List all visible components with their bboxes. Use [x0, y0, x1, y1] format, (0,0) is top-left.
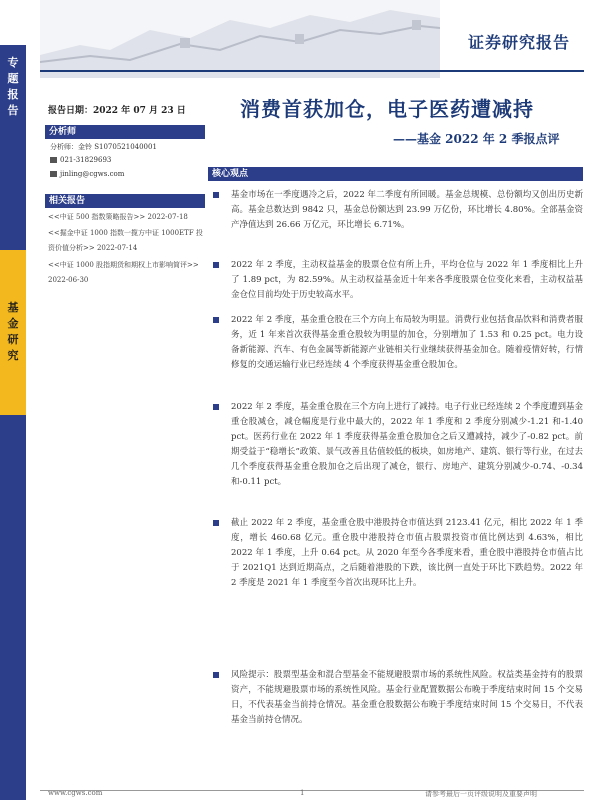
related-section-header: 相关报告 [45, 194, 205, 208]
core-paragraph [213, 516, 583, 591]
bullet-square-icon [213, 520, 219, 526]
core-views-header: 核心观点 [208, 167, 583, 181]
paragraph-text: 基金市场在一季度遇冷之后，2022 年二季度有所回暖。基金总规模、总份额均又创出历史新高。基金总数达到 9842 只，基金总份额达到 23.99 万亿份，环比增长 4.80%。全部基金资产净值达到 26.66 万亿元，环比增长 6.71%。 [231, 190, 583, 230]
core-paragraph [213, 188, 583, 233]
analyst-email[interactable] [50, 170, 124, 178]
report-type-label: 证券研究报告 [468, 33, 571, 52]
page-number: 1 [300, 789, 305, 797]
bullet-square-icon [213, 192, 219, 198]
paragraph-text: 2022 年 2 季度，基金重仓股在三个方向上布局较为明显。消费行业包括食品饮料和消费者服务，近 1 年来首次获得基金重仓股较为明显的加仓，分别增加了 1.53 和 0.25 pct。电力设备新能源、汽车、有色金属等新能源产业链相关行业继续获得基金加仓。随着疫情好转，行情修复的交通运输行业已经连续 4 个季度获得基金重仓股加仓。 [231, 315, 583, 370]
header-band [0, 0, 600, 80]
side-upper-char: 专 [7, 56, 19, 69]
side-lower-char: 究 [7, 349, 19, 362]
side-upper-char: 告 [7, 104, 19, 117]
side-lower-char: 研 [7, 333, 19, 346]
core-paragraph [213, 400, 583, 490]
paragraph-text: 风险提示：股票型基金和混合型基金不能规避股票市场的系统性风险。权益类基金持有的股票资产，不能规避股票市场的系统性风险。基金行业配置数据公布晚于季度结束时间 15 个交易日，不代表基金当前持仓情况。基金重仓股数据公布晚于季度结束时间 15 个交易日，不代表基金当前持仓情况。 [231, 670, 583, 725]
side-lower-label [0, 300, 26, 364]
side-upper-char: 题 [7, 72, 19, 85]
phone-text: 021-31829693 [60, 156, 112, 164]
bullet-square-icon [213, 317, 219, 323]
related-report-link[interactable]: <<中证 1000 股指期货和期权上市影响简评>> 2022-06-30 [48, 261, 199, 284]
paragraph-text: 2022 年 2 季度，基金重仓股在三个方向上进行了减持。电子行业已经连续 2 个季度遭到基金重仓股减仓，减仓幅度是行业中最大的，2022 年 1 季度和 2 季度分别减少-1.21 和-1.40 pct。医药行业在 2022 年 1 季度获得基金重仓股加仓之后又遭减持，减少了-0.82 pct。前期受益于“稳增长”政策、景气改善且估值较低的板块，如房地产、建筑、银行等行业，在过去几个季度获得基金重仓股加仓之后出现了减仓，银行、房地产、建筑分别减少-0.74、-0.34 和-0.11 pct。 [231, 402, 583, 487]
page-subtitle: ——基金 2022 年 2 季报点评 [393, 132, 560, 146]
report-date: 报告日期：2022 年 07 月 23 日 [48, 106, 186, 116]
core-paragraph [213, 313, 583, 373]
side-upper-label [0, 55, 26, 119]
side-upper-char: 报 [7, 88, 19, 101]
mail-icon [50, 171, 57, 177]
bullet-square-icon [213, 262, 219, 268]
great-wall-banner [40, 0, 440, 78]
risk-warning [213, 668, 583, 728]
core-paragraph [213, 258, 583, 303]
page-title: 消费首获加仓，电子医药遭减持 [240, 97, 534, 121]
side-bar [0, 45, 26, 800]
phone-icon [50, 157, 57, 163]
related-report-link[interactable]: <<中证 500 指数策略报告>> 2022-07-18 [48, 213, 188, 221]
analyst-phone [50, 156, 111, 164]
bullet-square-icon [213, 404, 219, 410]
bullet-square-icon [213, 672, 219, 678]
header-divider [40, 70, 584, 72]
analyst-name: 分析师：金铃 S1070521040001 [50, 143, 157, 151]
email-text: jinling@cgws.com [60, 170, 125, 178]
footer-url[interactable]: www.cgws.com [48, 789, 103, 797]
side-lower-char: 基 [7, 301, 19, 314]
analyst-section-header: 分析师 [45, 125, 205, 139]
related-report-link[interactable]: <<掘金中证 1000 指数一揽方中证 1000ETF 投资价值分析>> 2022-07-14 [48, 229, 203, 252]
side-lower-char: 金 [7, 317, 19, 330]
paragraph-text: 截止 2022 年 2 季度，基金重仓股中港股持仓市值达到 2123.41 亿元，相比 2022 年 1 季度，增长 460.68 亿元。重仓股中港股持仓市值占股票投资市值比例达到 4.63%，相比 2022 年 1 季度，上升 0.64 pct。从 2020 年至今各季度来看，重仓股中港股持仓市值占比于 2021Q1 达到近期高点，之后随着港股的下跌，该比例一直处于环比下跌趋势。2022 年 2 季度是 2021 年 1 季度至今首次出现环比上升。 [231, 518, 583, 588]
footer-note: 请参考最后一页评级说明及重要声明 [425, 790, 537, 798]
paragraph-text: 2022 年 2 季度，主动权益基金的股票仓位有所上升，平均仓位与 2022 年 1 季度相比上升了 1.89 pct，为 82.59%。从主动权益基金近十年来各季度股票仓位变化来看，主动权益基金仓位目前均处于历史较高水平。 [231, 260, 583, 300]
